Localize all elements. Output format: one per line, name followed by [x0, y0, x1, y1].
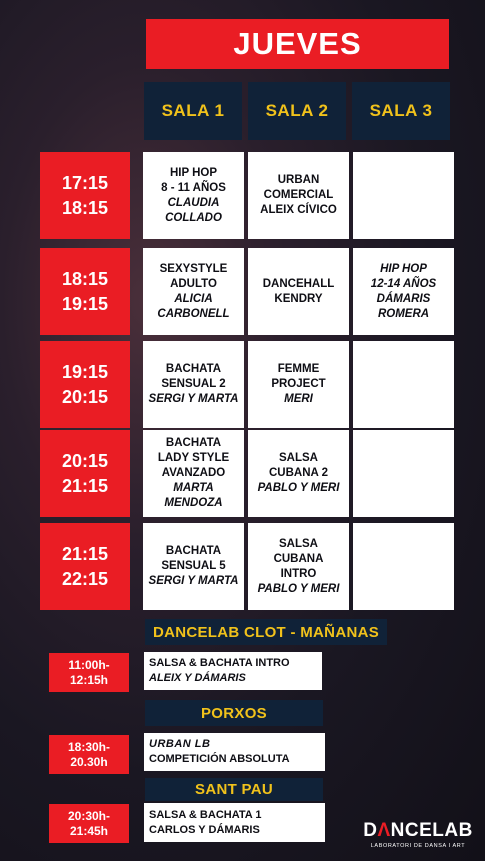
class-name-line: 8 - 11 AÑOS [161, 181, 226, 194]
class-name-line: BACHATA [165, 545, 222, 557]
time-slot [40, 152, 130, 239]
teacher-line: MENDOZA [164, 497, 223, 509]
class-cell-s3 [353, 248, 454, 335]
teacher-line: SERGI Y MARTA [148, 575, 239, 587]
teacher-line: PABLO Y MERI [257, 582, 340, 595]
class-cell-s1 [143, 523, 244, 610]
time-slot-start: 18:15 [61, 268, 109, 289]
class-cell-text [260, 173, 337, 218]
class-cell-s1 [143, 152, 244, 239]
teacher-line: CLAUDIA [167, 196, 220, 209]
class-name-line: URBAN [277, 174, 320, 186]
class-name-line: ALEIX CÍVICO [260, 204, 337, 216]
section-class-teacher: CARLOS Y DÁMARIS [149, 823, 260, 836]
time-slot-start: 21:15 [61, 543, 109, 564]
logo-text-pre: D [363, 820, 378, 841]
section-class-name: SALSA & BACHATA 1 [149, 808, 262, 821]
time-slot [40, 430, 130, 517]
teacher-line: HIP HOP [380, 262, 427, 275]
time-slot-end: 19:15 [61, 293, 109, 314]
time-slot-start: 19:15 [61, 361, 109, 382]
teacher-line: DÁMARIS [376, 292, 431, 305]
class-name-line: SENSUAL 5 [161, 560, 226, 572]
class-name-line: DANCEHALL [262, 277, 335, 290]
teacher-line: MERI [284, 393, 313, 405]
class-cell-text [258, 451, 340, 496]
dancelab-logo [363, 820, 473, 858]
class-name-line: KENDRY [274, 292, 323, 305]
time-slot-end: 20:15 [61, 386, 109, 407]
class-cell-s2 [248, 430, 349, 517]
section-title-porxos: PORXOS [145, 700, 323, 726]
sala-3-header: SALA 3 [352, 82, 450, 140]
section-class-name: COMPETICIÓN ABSOLUTA [149, 753, 290, 765]
section-class-clot [144, 652, 322, 690]
section-time-porxos [49, 735, 129, 774]
section-time-start: 20:30h- [67, 808, 111, 823]
class-name-line: HIP HOP [169, 166, 218, 179]
class-name-line: AVANZADO [161, 467, 226, 479]
section-class-santpau [144, 803, 325, 842]
day-title: JUEVES [146, 19, 449, 69]
teacher-line: MARTA [173, 482, 214, 494]
section-time-end: 20.30h [70, 754, 108, 769]
class-cell-s3 [353, 430, 454, 517]
class-cell-s2 [248, 248, 349, 335]
class-name-line: ADULTO [170, 277, 217, 290]
class-cell-text [149, 544, 239, 589]
class-name-line: LADY STYLE [157, 452, 230, 464]
logo-tagline: LABORATORI DE DANSA I ART [370, 843, 466, 849]
class-cell-text [263, 277, 335, 307]
class-name-line: INTRO [280, 567, 317, 580]
class-cell-text [149, 362, 239, 407]
class-cell-s3 [353, 523, 454, 610]
teacher-line: PABLO Y MERI [257, 482, 340, 494]
logo-text-post: NCELAB [390, 820, 473, 841]
class-cell-text [258, 537, 340, 597]
class-name-line: BACHATA [165, 437, 222, 449]
section-time-start: 11:00h- [68, 657, 110, 672]
teacher-line: 12-14 AÑOS [370, 277, 437, 290]
section-time-start: 18:30h- [67, 739, 111, 754]
time-slot-end: 18:15 [61, 197, 109, 218]
class-name-line: COMERCIAL [263, 189, 334, 201]
section-time-end: 12:15h [69, 672, 109, 687]
time-slot [40, 248, 130, 335]
class-cell-text [158, 436, 229, 511]
class-cell-text [157, 262, 229, 322]
sala-2-header: SALA 2 [248, 82, 346, 140]
section-title-clot: DANCELAB CLOT - MAÑANAS [145, 619, 387, 645]
class-name-line: SENSUAL 2 [161, 378, 226, 390]
urban-lb-logo: URBAN LB [149, 738, 211, 750]
class-cell-s3 [353, 341, 454, 428]
class-name-line: SALSA [279, 452, 318, 464]
sala-1-header: SALA 1 [144, 82, 242, 140]
class-name-line: CUBANA [273, 552, 324, 565]
class-cell-text [371, 262, 436, 322]
class-cell-s2 [248, 341, 349, 428]
class-cell-text [161, 166, 226, 226]
class-cell-s3 [353, 152, 454, 239]
logo-accent: Λ [377, 820, 391, 841]
teacher-line: SERGI Y MARTA [148, 393, 239, 405]
class-name-line: BACHATA [165, 363, 222, 375]
class-cell-s2 [248, 523, 349, 610]
teacher-line: CARBONELL [157, 307, 230, 320]
time-slot-end: 21:15 [61, 475, 109, 496]
time-slot [40, 341, 130, 428]
section-title-santpau: SANT PAU [145, 778, 323, 801]
class-name-line: CUBANA 2 [268, 467, 328, 479]
class-cell-text [271, 362, 325, 407]
section-time-clot [49, 653, 129, 692]
teacher-line: COLLADO [165, 211, 222, 224]
class-cell-s1 [143, 248, 244, 335]
class-name-line: FEMME [277, 363, 320, 375]
time-slot [40, 523, 130, 610]
section-time-santpau [49, 804, 129, 843]
class-name-line: SEXYSTYLE [159, 262, 228, 275]
time-slot-end: 22:15 [61, 568, 109, 589]
section-class-name: SALSA & BACHATA INTRO [149, 657, 290, 669]
section-time-end: 21:45h [69, 823, 109, 838]
class-cell-s2 [248, 152, 349, 239]
class-cell-s1 [143, 430, 244, 517]
section-class-teacher: ALEIX Y DÁMARIS [149, 672, 246, 684]
teacher-line: ROMERA [377, 307, 430, 320]
class-name-line: PROJECT [271, 378, 326, 390]
time-slot-start: 20:15 [61, 450, 109, 471]
class-name-line: SALSA [279, 537, 318, 550]
section-class-porxos [144, 733, 325, 771]
teacher-line: ALICIA [174, 292, 213, 305]
time-slot-start: 17:15 [61, 172, 109, 193]
class-cell-s1 [143, 341, 244, 428]
